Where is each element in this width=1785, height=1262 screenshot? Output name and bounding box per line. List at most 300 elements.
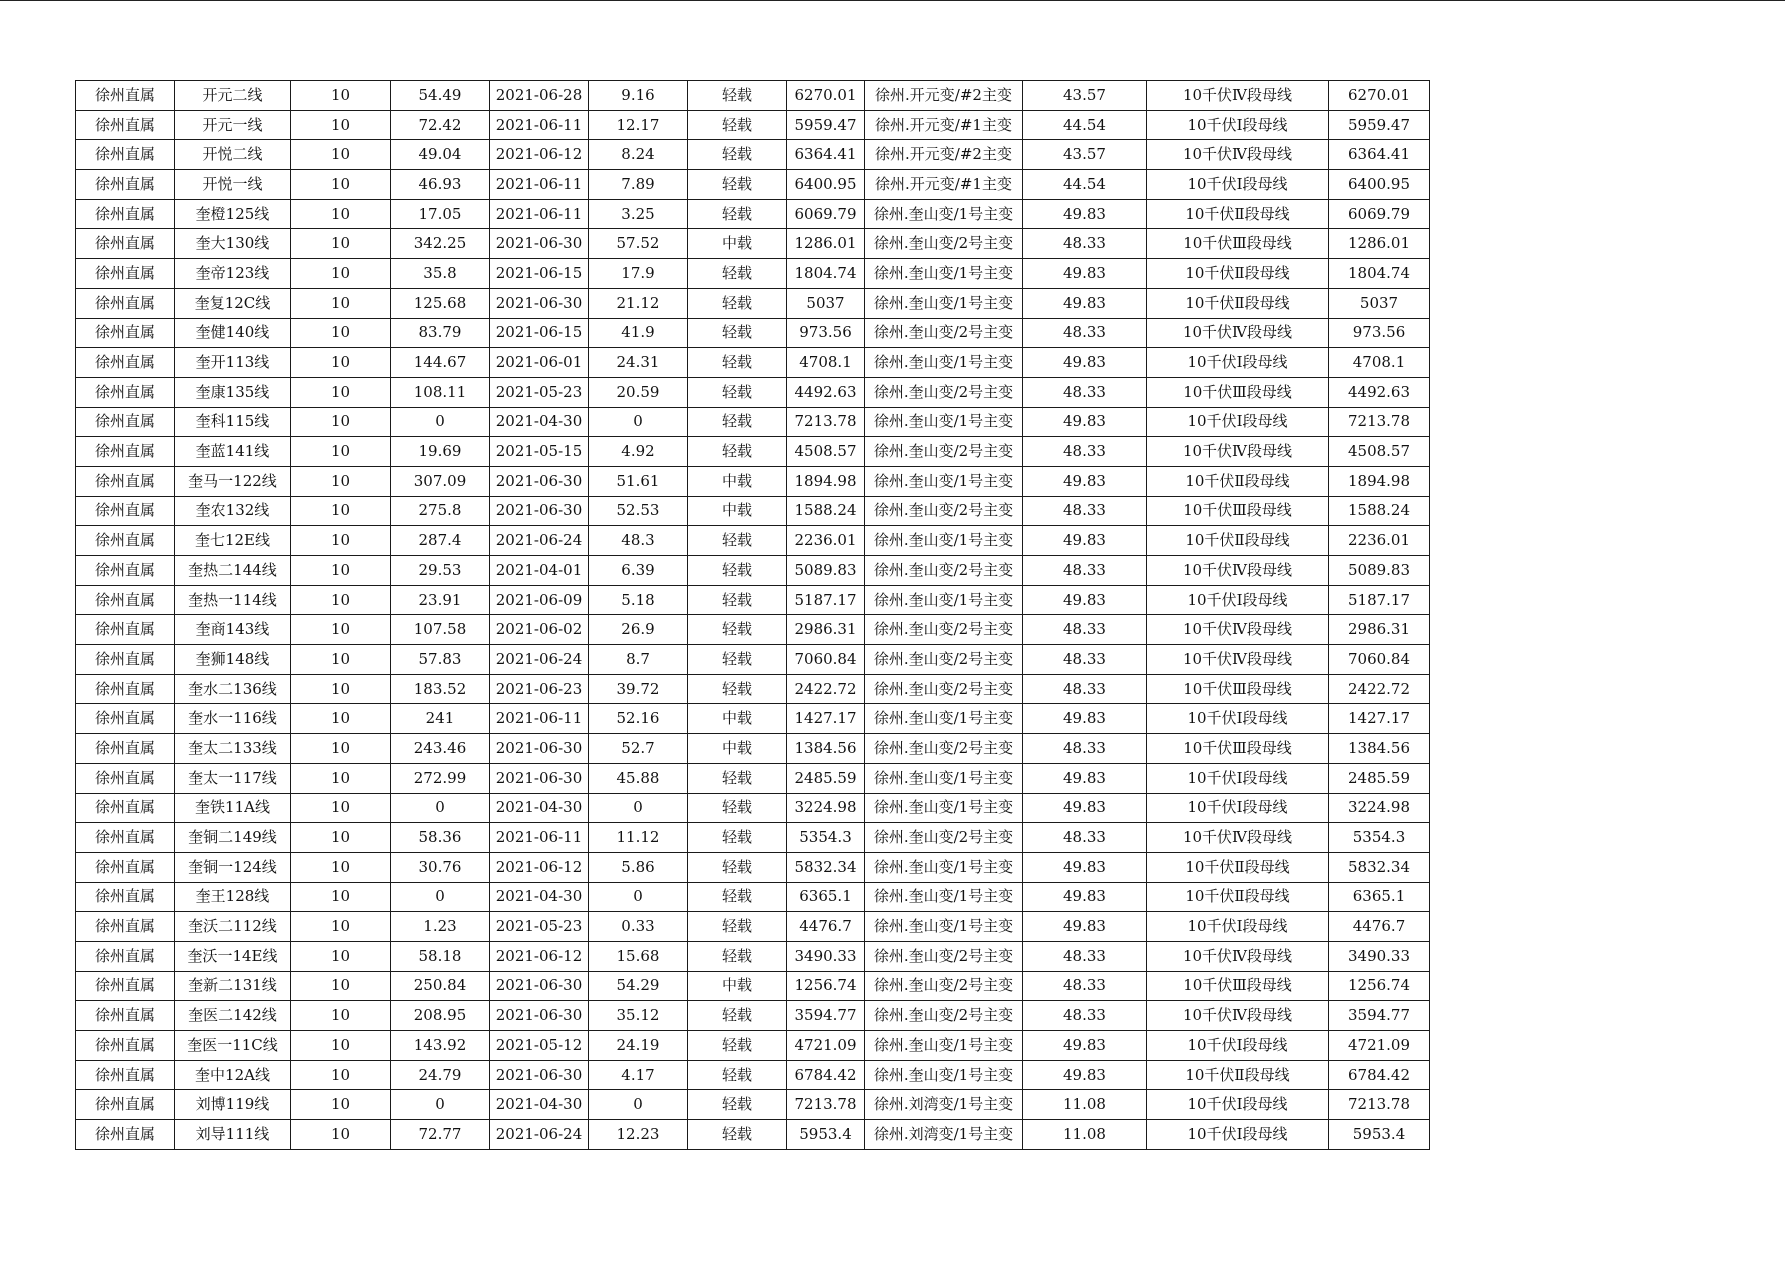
rate-cell: 8.7 (589, 645, 688, 675)
line-name-cell: 奎铜一124线 (175, 852, 291, 882)
date-cell: 2021-06-30 (490, 288, 589, 318)
transformer-rate-cell: 49.83 (1023, 259, 1147, 289)
transformer-rate-cell: 44.54 (1023, 110, 1147, 140)
table-row (76, 556, 1430, 586)
unit-cell: 徐州直属 (76, 170, 175, 200)
capacity-cell: 2986.31 (787, 615, 865, 645)
margin-cell: 4721.09 (1329, 1031, 1430, 1061)
rate-cell: 17.9 (589, 259, 688, 289)
line-name-cell: 奎商143线 (175, 615, 291, 645)
rate-cell: 39.72 (589, 674, 688, 704)
rate-cell: 0 (589, 407, 688, 437)
rate-cell: 52.16 (589, 704, 688, 734)
table-row (76, 259, 1430, 289)
rate-cell: 7.89 (589, 170, 688, 200)
capacity-cell: 2236.01 (787, 526, 865, 556)
margin-cell: 7060.84 (1329, 645, 1430, 675)
unit-cell: 徐州直属 (76, 704, 175, 734)
voltage-cell: 10 (291, 288, 391, 318)
unit-cell: 徐州直属 (76, 1090, 175, 1120)
substation-cell: 徐州.刘湾变/1号主变 (865, 1090, 1023, 1120)
capacity-cell: 5187.17 (787, 585, 865, 615)
voltage-cell: 10 (291, 912, 391, 942)
busbar-cell: 10千伏Ⅳ段母线 (1147, 615, 1329, 645)
load-status-cell: 轻载 (688, 1031, 787, 1061)
table-row (76, 526, 1430, 556)
date-cell: 2021-04-01 (490, 556, 589, 586)
voltage-cell: 10 (291, 585, 391, 615)
transformer-rate-cell: 48.33 (1023, 496, 1147, 526)
table-row (76, 199, 1430, 229)
transformer-rate-cell: 49.83 (1023, 852, 1147, 882)
voltage-cell: 10 (291, 1031, 391, 1061)
load-status-cell: 轻载 (688, 823, 787, 853)
table-row (76, 912, 1430, 942)
value-cell: 19.69 (391, 437, 490, 467)
voltage-cell: 10 (291, 526, 391, 556)
voltage-cell: 10 (291, 140, 391, 170)
rate-cell: 6.39 (589, 556, 688, 586)
substation-cell: 徐州.奎山变/2号主变 (865, 496, 1023, 526)
date-cell: 2021-06-30 (490, 971, 589, 1001)
load-status-cell: 轻载 (688, 407, 787, 437)
capacity-cell: 3490.33 (787, 941, 865, 971)
rate-cell: 15.68 (589, 941, 688, 971)
table-row (76, 229, 1430, 259)
value-cell: 243.46 (391, 734, 490, 764)
table-row (76, 615, 1430, 645)
line-name-cell: 奎水二136线 (175, 674, 291, 704)
line-name-cell: 奎农132线 (175, 496, 291, 526)
unit-cell: 徐州直属 (76, 674, 175, 704)
load-status-cell: 中载 (688, 466, 787, 496)
load-status-cell: 轻载 (688, 793, 787, 823)
table-row (76, 437, 1430, 467)
date-cell: 2021-06-11 (490, 110, 589, 140)
substation-cell: 徐州.奎山变/1号主变 (865, 466, 1023, 496)
substation-cell: 徐州.奎山变/1号主变 (865, 912, 1023, 942)
capacity-cell: 5832.34 (787, 852, 865, 882)
line-name-cell: 奎铁11A线 (175, 793, 291, 823)
line-name-cell: 奎太一117线 (175, 763, 291, 793)
transformer-rate-cell: 43.57 (1023, 140, 1147, 170)
table-row (76, 674, 1430, 704)
substation-cell: 徐州.奎山变/1号主变 (865, 407, 1023, 437)
value-cell: 29.53 (391, 556, 490, 586)
data-table (75, 80, 1430, 1150)
load-status-cell: 轻载 (688, 1120, 787, 1150)
margin-cell: 6270.01 (1329, 81, 1430, 111)
unit-cell: 徐州直属 (76, 288, 175, 318)
busbar-cell: 10千伏Ⅱ段母线 (1147, 259, 1329, 289)
load-status-cell: 轻载 (688, 348, 787, 378)
load-status-cell: 轻载 (688, 645, 787, 675)
date-cell: 2021-06-11 (490, 823, 589, 853)
voltage-cell: 10 (291, 645, 391, 675)
capacity-cell: 973.56 (787, 318, 865, 348)
line-name-cell: 奎医一11C线 (175, 1031, 291, 1061)
table-row (76, 288, 1430, 318)
load-status-cell: 轻载 (688, 882, 787, 912)
load-status-cell: 轻载 (688, 556, 787, 586)
rate-cell: 0.33 (589, 912, 688, 942)
line-name-cell: 刘导111线 (175, 1120, 291, 1150)
line-name-cell: 奎太二133线 (175, 734, 291, 764)
unit-cell: 徐州直属 (76, 348, 175, 378)
transformer-rate-cell: 48.33 (1023, 734, 1147, 764)
line-name-cell: 奎王128线 (175, 882, 291, 912)
line-name-cell: 奎沃一14E线 (175, 941, 291, 971)
unit-cell: 徐州直属 (76, 377, 175, 407)
voltage-cell: 10 (291, 318, 391, 348)
capacity-cell: 6364.41 (787, 140, 865, 170)
voltage-cell: 10 (291, 348, 391, 378)
value-cell: 72.77 (391, 1120, 490, 1150)
transformer-rate-cell: 48.33 (1023, 674, 1147, 704)
unit-cell: 徐州直属 (76, 496, 175, 526)
busbar-cell: 10千伏Ⅱ段母线 (1147, 526, 1329, 556)
value-cell: 287.4 (391, 526, 490, 556)
transformer-rate-cell: 44.54 (1023, 170, 1147, 200)
date-cell: 2021-04-30 (490, 793, 589, 823)
value-cell: 83.79 (391, 318, 490, 348)
rate-cell: 20.59 (589, 377, 688, 407)
rate-cell: 48.3 (589, 526, 688, 556)
rate-cell: 26.9 (589, 615, 688, 645)
line-name-cell: 奎帝123线 (175, 259, 291, 289)
margin-cell: 3490.33 (1329, 941, 1430, 971)
voltage-cell: 10 (291, 259, 391, 289)
rate-cell: 0 (589, 1090, 688, 1120)
capacity-cell: 5953.4 (787, 1120, 865, 1150)
transformer-rate-cell: 11.08 (1023, 1090, 1147, 1120)
unit-cell: 徐州直属 (76, 466, 175, 496)
table-row (76, 348, 1430, 378)
load-status-cell: 中载 (688, 496, 787, 526)
busbar-cell: 10千伏Ⅳ段母线 (1147, 556, 1329, 586)
rate-cell: 5.86 (589, 852, 688, 882)
transformer-rate-cell: 49.83 (1023, 288, 1147, 318)
transformer-rate-cell: 48.33 (1023, 318, 1147, 348)
value-cell: 250.84 (391, 971, 490, 1001)
capacity-cell: 6069.79 (787, 199, 865, 229)
load-status-cell: 轻载 (688, 615, 787, 645)
unit-cell: 徐州直属 (76, 259, 175, 289)
unit-cell: 徐州直属 (76, 140, 175, 170)
table-row (76, 1031, 1430, 1061)
busbar-cell: 10千伏Ⅰ段母线 (1147, 348, 1329, 378)
value-cell: 241 (391, 704, 490, 734)
value-cell: 17.05 (391, 199, 490, 229)
date-cell: 2021-04-30 (490, 1090, 589, 1120)
voltage-cell: 10 (291, 971, 391, 1001)
voltage-cell: 10 (291, 882, 391, 912)
line-name-cell: 开元一线 (175, 110, 291, 140)
busbar-cell: 10千伏Ⅱ段母线 (1147, 1060, 1329, 1090)
transformer-rate-cell: 49.83 (1023, 199, 1147, 229)
margin-cell: 3224.98 (1329, 793, 1430, 823)
value-cell: 108.11 (391, 377, 490, 407)
busbar-cell: 10千伏Ⅱ段母线 (1147, 882, 1329, 912)
date-cell: 2021-04-30 (490, 407, 589, 437)
substation-cell: 徐州.奎山变/2号主变 (865, 941, 1023, 971)
transformer-rate-cell: 49.83 (1023, 793, 1147, 823)
load-status-cell: 轻载 (688, 81, 787, 111)
line-name-cell: 开悦二线 (175, 140, 291, 170)
capacity-cell: 1588.24 (787, 496, 865, 526)
unit-cell: 徐州直属 (76, 823, 175, 853)
busbar-cell: 10千伏Ⅰ段母线 (1147, 704, 1329, 734)
date-cell: 2021-06-30 (490, 763, 589, 793)
unit-cell: 徐州直属 (76, 1060, 175, 1090)
margin-cell: 5953.4 (1329, 1120, 1430, 1150)
line-name-cell: 奎中12A线 (175, 1060, 291, 1090)
value-cell: 143.92 (391, 1031, 490, 1061)
transformer-rate-cell: 49.83 (1023, 407, 1147, 437)
busbar-cell: 10千伏Ⅰ段母线 (1147, 110, 1329, 140)
busbar-cell: 10千伏Ⅳ段母线 (1147, 140, 1329, 170)
margin-cell: 5832.34 (1329, 852, 1430, 882)
busbar-cell: 10千伏Ⅲ段母线 (1147, 734, 1329, 764)
date-cell: 2021-06-12 (490, 852, 589, 882)
date-cell: 2021-06-12 (490, 941, 589, 971)
unit-cell: 徐州直属 (76, 437, 175, 467)
busbar-cell: 10千伏Ⅰ段母线 (1147, 912, 1329, 942)
margin-cell: 6784.42 (1329, 1060, 1430, 1090)
substation-cell: 徐州.开元变/#2主变 (865, 140, 1023, 170)
value-cell: 0 (391, 882, 490, 912)
voltage-cell: 10 (291, 734, 391, 764)
unit-cell: 徐州直属 (76, 734, 175, 764)
voltage-cell: 10 (291, 170, 391, 200)
date-cell: 2021-06-30 (490, 496, 589, 526)
busbar-cell: 10千伏Ⅱ段母线 (1147, 288, 1329, 318)
capacity-cell: 3224.98 (787, 793, 865, 823)
load-status-cell: 轻载 (688, 1060, 787, 1090)
substation-cell: 徐州.奎山变/2号主变 (865, 645, 1023, 675)
busbar-cell: 10千伏Ⅰ段母线 (1147, 170, 1329, 200)
margin-cell: 7213.78 (1329, 1090, 1430, 1120)
value-cell: 54.49 (391, 81, 490, 111)
rate-cell: 54.29 (589, 971, 688, 1001)
load-status-cell: 轻载 (688, 110, 787, 140)
unit-cell: 徐州直属 (76, 1031, 175, 1061)
rate-cell: 5.18 (589, 585, 688, 615)
substation-cell: 徐州.奎山变/1号主变 (865, 793, 1023, 823)
date-cell: 2021-06-30 (490, 229, 589, 259)
load-status-cell: 轻载 (688, 526, 787, 556)
value-cell: 49.04 (391, 140, 490, 170)
load-status-cell: 轻载 (688, 437, 787, 467)
load-status-cell: 轻载 (688, 941, 787, 971)
table-row (76, 585, 1430, 615)
value-cell: 72.42 (391, 110, 490, 140)
substation-cell: 徐州.奎山变/1号主变 (865, 1060, 1023, 1090)
voltage-cell: 10 (291, 1060, 391, 1090)
date-cell: 2021-06-24 (490, 526, 589, 556)
value-cell: 144.67 (391, 348, 490, 378)
margin-cell: 4492.63 (1329, 377, 1430, 407)
table-row (76, 377, 1430, 407)
rate-cell: 4.17 (589, 1060, 688, 1090)
table-row (76, 882, 1430, 912)
table-row (76, 823, 1430, 853)
load-status-cell: 轻载 (688, 288, 787, 318)
value-cell: 1.23 (391, 912, 490, 942)
table-row (76, 1001, 1430, 1031)
date-cell: 2021-06-28 (490, 81, 589, 111)
voltage-cell: 10 (291, 466, 391, 496)
capacity-cell: 1894.98 (787, 466, 865, 496)
date-cell: 2021-05-15 (490, 437, 589, 467)
unit-cell: 徐州直属 (76, 615, 175, 645)
margin-cell: 973.56 (1329, 318, 1430, 348)
capacity-cell: 4492.63 (787, 377, 865, 407)
line-name-cell: 奎医二142线 (175, 1001, 291, 1031)
unit-cell: 徐州直属 (76, 229, 175, 259)
margin-cell: 6069.79 (1329, 199, 1430, 229)
line-name-cell: 奎热二144线 (175, 556, 291, 586)
load-status-cell: 轻载 (688, 674, 787, 704)
line-name-cell: 奎大130线 (175, 229, 291, 259)
capacity-cell: 7213.78 (787, 407, 865, 437)
voltage-cell: 10 (291, 852, 391, 882)
value-cell: 307.09 (391, 466, 490, 496)
busbar-cell: 10千伏Ⅰ段母线 (1147, 407, 1329, 437)
voltage-cell: 10 (291, 674, 391, 704)
load-status-cell: 轻载 (688, 377, 787, 407)
margin-cell: 5354.3 (1329, 823, 1430, 853)
transformer-rate-cell: 48.33 (1023, 556, 1147, 586)
capacity-cell: 4721.09 (787, 1031, 865, 1061)
rate-cell: 9.16 (589, 81, 688, 111)
table-row (76, 81, 1430, 111)
voltage-cell: 10 (291, 1090, 391, 1120)
line-name-cell: 奎康135线 (175, 377, 291, 407)
substation-cell: 徐州.奎山变/1号主变 (865, 704, 1023, 734)
date-cell: 2021-06-30 (490, 734, 589, 764)
capacity-cell: 2485.59 (787, 763, 865, 793)
voltage-cell: 10 (291, 556, 391, 586)
line-name-cell: 刘博119线 (175, 1090, 291, 1120)
busbar-cell: 10千伏Ⅳ段母线 (1147, 1001, 1329, 1031)
voltage-cell: 10 (291, 823, 391, 853)
value-cell: 275.8 (391, 496, 490, 526)
margin-cell: 2485.59 (1329, 763, 1430, 793)
margin-cell: 1427.17 (1329, 704, 1430, 734)
busbar-cell: 10千伏Ⅲ段母线 (1147, 496, 1329, 526)
capacity-cell: 5037 (787, 288, 865, 318)
margin-cell: 1384.56 (1329, 734, 1430, 764)
margin-cell: 1804.74 (1329, 259, 1430, 289)
capacity-cell: 3594.77 (787, 1001, 865, 1031)
capacity-cell: 7060.84 (787, 645, 865, 675)
margin-cell: 6365.1 (1329, 882, 1430, 912)
margin-cell: 5037 (1329, 288, 1430, 318)
unit-cell: 徐州直属 (76, 585, 175, 615)
line-name-cell: 奎狮148线 (175, 645, 291, 675)
rate-cell: 21.12 (589, 288, 688, 318)
busbar-cell: 10千伏Ⅱ段母线 (1147, 852, 1329, 882)
substation-cell: 徐州.奎山变/1号主变 (865, 526, 1023, 556)
capacity-cell: 1256.74 (787, 971, 865, 1001)
substation-cell: 徐州.奎山变/1号主变 (865, 852, 1023, 882)
capacity-cell: 4476.7 (787, 912, 865, 942)
unit-cell: 徐州直属 (76, 556, 175, 586)
line-name-cell: 奎橙125线 (175, 199, 291, 229)
value-cell: 58.18 (391, 941, 490, 971)
load-status-cell: 中载 (688, 971, 787, 1001)
capacity-cell: 4708.1 (787, 348, 865, 378)
transformer-rate-cell: 49.83 (1023, 466, 1147, 496)
date-cell: 2021-06-11 (490, 170, 589, 200)
value-cell: 208.95 (391, 1001, 490, 1031)
voltage-cell: 10 (291, 437, 391, 467)
value-cell: 46.93 (391, 170, 490, 200)
capacity-cell: 1384.56 (787, 734, 865, 764)
transformer-rate-cell: 49.83 (1023, 763, 1147, 793)
line-name-cell: 奎开113线 (175, 348, 291, 378)
margin-cell: 5959.47 (1329, 110, 1430, 140)
capacity-cell: 5089.83 (787, 556, 865, 586)
substation-cell: 徐州.开元变/#1主变 (865, 170, 1023, 200)
table-row (76, 318, 1430, 348)
rate-cell: 52.7 (589, 734, 688, 764)
transformer-rate-cell: 48.33 (1023, 377, 1147, 407)
margin-cell: 6400.95 (1329, 170, 1430, 200)
date-cell: 2021-05-23 (490, 912, 589, 942)
date-cell: 2021-06-30 (490, 466, 589, 496)
busbar-cell: 10千伏Ⅰ段母线 (1147, 1120, 1329, 1150)
busbar-cell: 10千伏Ⅳ段母线 (1147, 941, 1329, 971)
busbar-cell: 10千伏Ⅳ段母线 (1147, 823, 1329, 853)
transformer-rate-cell: 48.33 (1023, 823, 1147, 853)
transformer-rate-cell: 49.83 (1023, 526, 1147, 556)
table-row (76, 170, 1430, 200)
transformer-rate-cell: 48.33 (1023, 941, 1147, 971)
substation-cell: 徐州.奎山变/2号主变 (865, 377, 1023, 407)
substation-cell: 徐州.奎山变/1号主变 (865, 882, 1023, 912)
substation-cell: 徐州.奎山变/1号主变 (865, 763, 1023, 793)
value-cell: 107.58 (391, 615, 490, 645)
voltage-cell: 10 (291, 941, 391, 971)
load-status-cell: 轻载 (688, 199, 787, 229)
line-name-cell: 奎复12C线 (175, 288, 291, 318)
value-cell: 125.68 (391, 288, 490, 318)
substation-cell: 徐州.开元变/#2主变 (865, 81, 1023, 111)
substation-cell: 徐州.奎山变/1号主变 (865, 585, 1023, 615)
busbar-cell: 10千伏Ⅳ段母线 (1147, 645, 1329, 675)
table-row (76, 704, 1430, 734)
unit-cell: 徐州直属 (76, 793, 175, 823)
date-cell: 2021-06-24 (490, 1120, 589, 1150)
table-row (76, 110, 1430, 140)
line-name-cell: 奎七12E线 (175, 526, 291, 556)
transformer-rate-cell: 43.57 (1023, 81, 1147, 111)
rate-cell: 41.9 (589, 318, 688, 348)
rate-cell: 11.12 (589, 823, 688, 853)
substation-cell: 徐州.奎山变/2号主变 (865, 437, 1023, 467)
margin-cell: 2986.31 (1329, 615, 1430, 645)
value-cell: 24.79 (391, 1060, 490, 1090)
unit-cell: 徐州直属 (76, 882, 175, 912)
date-cell: 2021-06-30 (490, 1060, 589, 1090)
margin-cell: 4508.57 (1329, 437, 1430, 467)
voltage-cell: 10 (291, 229, 391, 259)
voltage-cell: 10 (291, 496, 391, 526)
rate-cell: 4.92 (589, 437, 688, 467)
table-row (76, 496, 1430, 526)
